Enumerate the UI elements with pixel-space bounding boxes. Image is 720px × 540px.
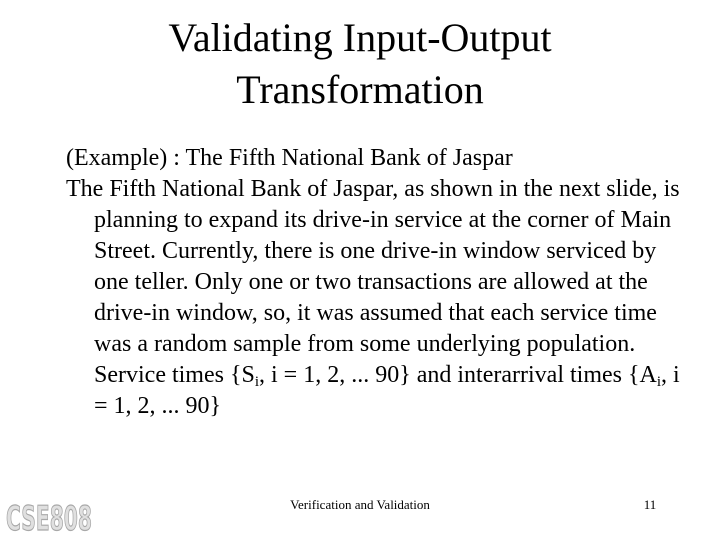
page-number: 11 <box>643 497 657 512</box>
subscript-i-service: i <box>254 374 259 390</box>
logo-text: CSE808 <box>6 499 92 539</box>
cse808-logo <box>4 492 94 539</box>
main-paragraph <box>66 174 686 422</box>
footer-title: Verification and Validation <box>290 497 430 512</box>
slide-title <box>0 12 720 116</box>
slide-body <box>66 143 686 422</box>
paragraph-text-mid: , i = 1, 2, ... 90} and interarrival times {A <box>259 362 657 388</box>
subscript-i-arrival: i <box>656 374 661 390</box>
paragraph-text-end: , i = 1, 2, ... 90} <box>94 362 680 419</box>
paragraph-text: The Fifth National Bank of Jaspar, as shown in the next slide, is planning to expand its drive-in service at the corner of Main Street. Currently, there is one drive-in window serviced by one teller. Only one or two transactions are allowed at the drive-in window, so, it was assumed that each service time was a random sample from some underlying population. Service times {S <box>66 176 680 388</box>
example-subtitle: (Example) : The Fifth National Bank of Jaspar <box>66 145 513 171</box>
title-line-1: Validating Input-Output <box>168 15 552 60</box>
title-line-2: Transformation <box>236 67 484 112</box>
